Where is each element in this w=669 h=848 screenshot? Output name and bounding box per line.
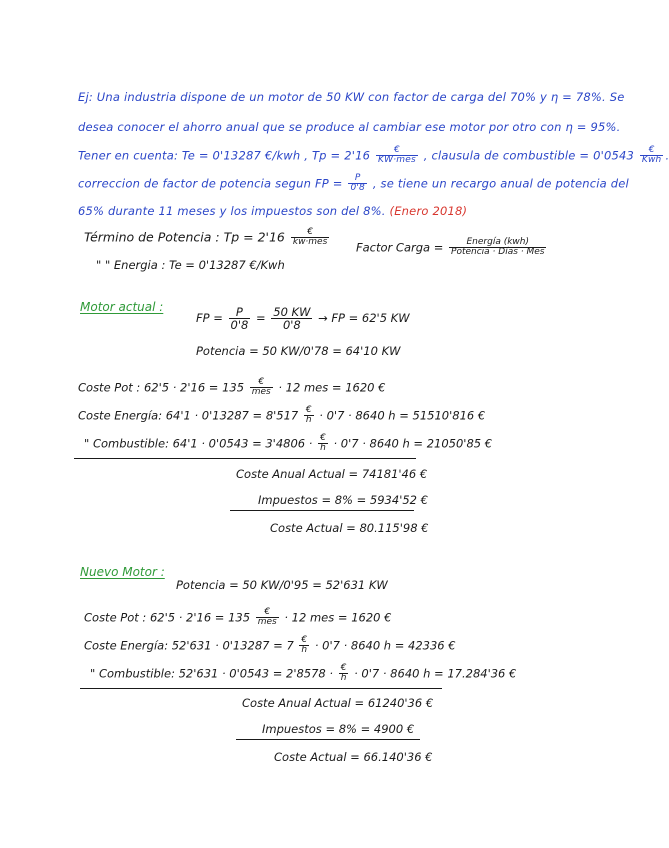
actual-coste-energia: Coste Energía: 64'1 · 0'13287 = 8'517 $\frac{€}{h}$ · 0'7 · 8640 h = 51510'816 €: [78, 405, 486, 426]
actual-coste-energia-frac: $\frac{€}{h}$: [305, 405, 312, 426]
actual-coste-total: Coste Actual = 80.115'98 €: [270, 521, 429, 535]
termino-potencia: Término de Potencia : Tp = 2'16 $\frac{€}{\text{kw·mes}}$: [84, 227, 328, 248]
nuevo-potencia: Potencia = 50 KW/0'95 = 52'631 KW: [176, 578, 388, 592]
actual-coste-pot: Coste Pot : 62'5 · 2'16 = 135 $\frac{€}{\text{mes}}$ · 12 mes = 1620 €: [78, 377, 386, 398]
actual-fp-frac-2: $\frac{50 KW}{0'8}$: [273, 305, 311, 333]
tp-unit-fraction: $\frac{€}{\text{kw·mes}}$: [292, 227, 328, 248]
termino-energia: " " Energia : Te = 0'13287 €/Kwh: [96, 258, 285, 272]
nuevo-coste-anual: Coste Anual Actual = 61240'36 €: [242, 696, 434, 710]
actual-combustible: " Combustible: 64'1 · 0'0543 = 3'4806 · $\frac{€}{h}$ · 0'7 · 8640 h = 21050'85 €: [84, 433, 493, 454]
actual-impuestos: Impuestos = 8% = 5934'52 €: [258, 493, 428, 507]
motor-actual-heading: Motor actual :: [80, 300, 164, 314]
problem-line-3: Tener en cuenta: Te = 0'13287 €/kwh , Tp = 2'16 $\frac{€}{\text{KW·mes}}$ , clausula de combustible = 0'0543 $\frac{€}{\text{Kwh}}$ .: [78, 145, 669, 166]
problem-line-1: Ej: Una industria dispone de un motor de 50 KW con factor de carga del 70% y η = 78%. Se: [78, 90, 625, 104]
nuevo-sum-line: [80, 688, 442, 689]
nuevo-motor-heading: Nuevo Motor :: [80, 565, 165, 579]
problem-line-2: desea conocer el ahorro anual que se produce al cambiar ese motor por otro con η = 95%.: [78, 120, 621, 134]
actual-combustible-frac: $\frac{€}{h}$: [320, 433, 326, 454]
factor-carga: Factor Carga = $\frac{\text{Energía (kwh)}}{\text{Potencia · Días · Mes}}$: [356, 237, 545, 258]
nuevo-coste-pot: Coste Pot : 62'5 · 2'16 = 135 $\frac{€}{\text{mes}}$ · 12 mes = 1620 €: [84, 607, 392, 628]
problem-line-5: 65% durante 11 meses y los impuestos son del 8%. (Enero 2018): [78, 204, 468, 218]
actual-sum-line: [74, 458, 416, 459]
nuevo-coste-pot-frac: $\frac{€}{\text{mes}}$: [257, 607, 277, 628]
nuevo-coste-total: Coste Actual = 66.140'36 €: [274, 750, 433, 764]
fp-fraction: $\frac{P}{0'8}$: [350, 173, 365, 194]
nuevo-combustible-frac: $\frac{€}{h}$: [340, 663, 347, 684]
actual-potencia: Potencia = 50 KW/0'78 = 64'10 KW: [196, 344, 401, 358]
actual-coste-anual: Coste Anual Actual = 74181'46 €: [236, 467, 428, 481]
actual-fp-formula: FP = $\frac{P}{0'8}$ = $\frac{50 KW}{0'8}$ → FP = 62'5 KW: [196, 305, 410, 333]
nuevo-combustible: " Combustible: 52'631 · 0'0543 = 2'8578 · $\frac{€}{h}$ · 0'7 · 8640 h = 17.284'36 €: [90, 663, 517, 684]
date-tag: (Enero 2018): [389, 204, 468, 218]
nuevo-total-line: [236, 739, 420, 740]
nuevo-coste-energia: Coste Energía: 52'631 · 0'13287 = 7 $\frac{€}{h}$ · 0'7 · 8640 h = 42336 €: [84, 635, 456, 656]
nuevo-impuestos: Impuestos = 8% = 4900 €: [262, 722, 415, 736]
factor-carga-fraction: $\frac{\text{Energía (kwh)}}{\text{Potencia · Días · Mes}}$: [451, 237, 545, 258]
nuevo-coste-energia-frac: $\frac{€}{h}$: [301, 635, 308, 656]
actual-coste-pot-frac: $\frac{€}{\text{mes}}$: [251, 377, 271, 398]
problem-line-4: correccion de factor de potencia segun FP = $\frac{P}{0'8}$ , se tiene un recargo anual de potencia del: [78, 173, 629, 194]
actual-fp-frac-1: $\frac{P}{0'8}$: [230, 305, 249, 333]
combustible-fraction: $\frac{€}{\text{Kwh}}$: [641, 145, 662, 166]
actual-total-line: [230, 510, 414, 511]
tp-fraction: $\frac{€}{\text{KW·mes}}$: [378, 145, 416, 166]
